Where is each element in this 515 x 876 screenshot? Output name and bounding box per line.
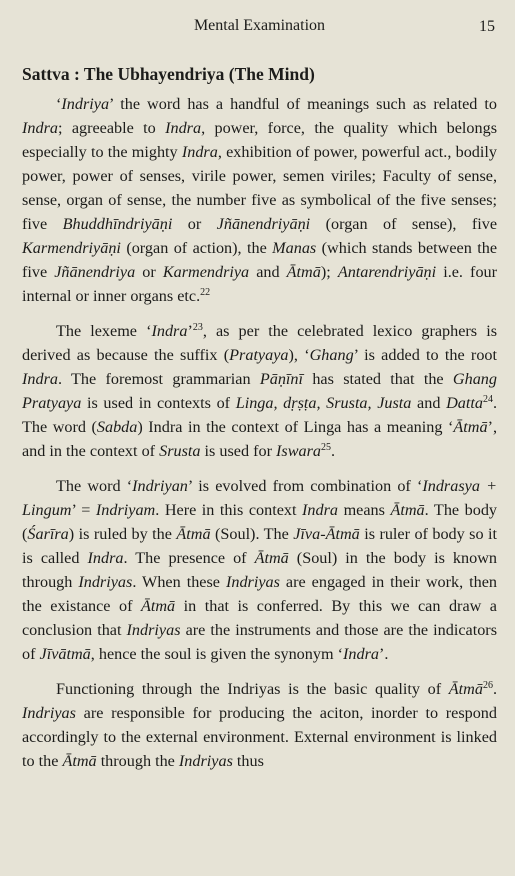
italic-term: Karmendriyāṇi xyxy=(22,239,121,257)
italic-term: Ātmā xyxy=(453,418,488,436)
text-run: . xyxy=(331,442,336,460)
italic-term: Antarendriyāṇi xyxy=(337,263,437,281)
text-run: ’ the word has a handful of meanings such as related to xyxy=(109,95,497,113)
body-text xyxy=(22,92,497,773)
footnote-ref: 22 xyxy=(200,287,211,298)
italic-term: Ātmā xyxy=(286,263,321,281)
text-run: i.e. four internal or inner organs etc. xyxy=(22,263,498,305)
text-run: . The word ( xyxy=(22,394,497,436)
text-run: is used for xyxy=(200,442,277,460)
text-run: or xyxy=(172,215,217,233)
text-run: . The body ( xyxy=(22,501,498,543)
italic-term: Indra xyxy=(343,645,379,663)
page-number: 15 xyxy=(479,18,495,35)
italic-term: Pāṇīnī xyxy=(259,370,304,388)
text-run: ) Indra in the context of Linga has a meaning ‘ xyxy=(137,418,454,436)
italic-term: Ghang xyxy=(309,346,354,364)
italic-term: Ātmā xyxy=(254,549,289,567)
italic-term: Ghang Pratyaya xyxy=(22,370,497,412)
italic-term: Indriyan xyxy=(132,477,188,495)
text-run: thus xyxy=(232,752,264,770)
text-run: through the xyxy=(96,752,179,770)
italic-term: Indra xyxy=(22,370,58,388)
paragraph xyxy=(22,92,497,308)
text-run: . The presence of xyxy=(123,549,255,567)
text-run: ), ‘ xyxy=(288,346,310,364)
italic-term: Srusta xyxy=(159,442,201,460)
text-run: The lexeme ‘ xyxy=(56,322,152,340)
italic-term: Jīvātmā xyxy=(39,645,91,663)
italic-term: Indra xyxy=(87,549,124,567)
italic-term: Ātmā xyxy=(448,680,483,698)
text-run: , exhibition of power, powerful act., bodily power, power of senses, virile power, semen viriles; Faculty of sense, sense, organ of sense, the number five as symbolical of the five senses; five xyxy=(22,143,497,233)
text-run: , as per the celebrated lexico graphers is derived as because the suffix ( xyxy=(22,322,497,364)
text-run: or xyxy=(135,263,163,281)
footnote-ref: 26 xyxy=(482,680,493,691)
italic-term: Indrasya + Lingum xyxy=(22,477,497,519)
text-run: are engaged in their work, then the existance of xyxy=(22,573,498,615)
italic-term: Sabda xyxy=(96,418,138,436)
paragraph xyxy=(22,474,497,666)
text-run: ‘ xyxy=(56,95,62,113)
text-run: are the instruments and those are the indicators of xyxy=(22,621,497,663)
page-header xyxy=(22,14,497,40)
italic-term: Jīva-Ātmā xyxy=(293,525,360,543)
italic-term: Indriyas xyxy=(178,752,233,770)
text-run: . When these xyxy=(132,573,226,591)
italic-term: Ātmā xyxy=(390,501,425,519)
text-run: ’ xyxy=(187,322,193,340)
text-run: is used in contexts of xyxy=(81,394,236,412)
text-run: . Here in this context xyxy=(155,501,303,519)
italic-term: Indriyas xyxy=(78,573,133,591)
text-run: ’. xyxy=(378,645,389,663)
text-run: ’ is added to the root xyxy=(353,346,498,364)
italic-term: Indra xyxy=(302,501,339,519)
text-run: ’, and in the context of xyxy=(22,418,497,460)
italic-term: Indriyas xyxy=(225,573,280,591)
text-run: means xyxy=(338,501,391,519)
text-run: ) is ruled by the xyxy=(68,525,177,543)
running-title: Mental Examination xyxy=(193,17,326,34)
text-run: , hence the soul is given the synonym ‘ xyxy=(90,645,343,663)
italic-term: Ātmā xyxy=(176,525,211,543)
text-run: Functioning through the Indriyas is the basic quality of xyxy=(56,680,449,698)
italic-term: Jñānendriya xyxy=(54,263,136,281)
text-run: . The foremost grammarian xyxy=(57,370,260,388)
text-run: and xyxy=(411,394,447,412)
italic-term: Indra xyxy=(22,119,58,137)
footnote-ref: 25 xyxy=(321,442,332,453)
text-run: (Soul) in the body is known through xyxy=(22,549,497,591)
paragraph xyxy=(22,319,497,463)
italic-term: Indriyas xyxy=(126,621,181,639)
text-run: (organ of sense), five xyxy=(310,215,498,233)
italic-term: Manas xyxy=(272,239,317,257)
italic-term: Karmendriya xyxy=(162,263,250,281)
text-run: and xyxy=(249,263,287,281)
text-run: in that is conferred. By this we can draw a conclusion that xyxy=(22,597,497,639)
text-run: (Soul). The xyxy=(210,525,294,543)
text-run: The word ‘ xyxy=(56,477,133,495)
italic-term: Jñānendriyāṇi xyxy=(216,215,311,233)
paragraph xyxy=(22,677,497,773)
italic-term: Indriyam xyxy=(95,501,156,519)
text-run: ; agreeable to xyxy=(57,119,166,137)
text-run: ’ is evolved from combination of ‘ xyxy=(187,477,423,495)
text-run: , power, force, the quality which belongs especially to the mighty xyxy=(22,119,497,161)
italic-term: Indra xyxy=(181,143,218,161)
text-run: is ruler of body so it is called xyxy=(22,525,497,567)
italic-term: Indriya xyxy=(61,95,110,113)
italic-term: Ātmā xyxy=(62,752,97,770)
italic-term: Iswara xyxy=(276,442,322,460)
italic-term: Linga, dṛṣṭa, Srusta, Justa xyxy=(235,394,412,412)
footnote-ref: 24 xyxy=(482,394,493,405)
text-run: (organ of action), the xyxy=(120,239,273,257)
italic-term: Ātmā xyxy=(140,597,176,615)
text-run: (which stands between the five xyxy=(22,239,497,281)
italic-term: Bhuddhīndriyāṇi xyxy=(62,215,173,233)
section-heading: Sattva : The Ubhayendriya (The Mind) xyxy=(22,64,315,84)
footnote-ref: 23 xyxy=(192,322,203,333)
text-run: ); xyxy=(320,263,338,281)
italic-term: Indriyas xyxy=(22,704,76,722)
italic-term: Datta xyxy=(446,394,483,412)
text-run: are responsible for producing the aciton, inorder to respond accordingly to the external environment. External environment is linked to the xyxy=(22,704,497,770)
text-run: has stated that the xyxy=(303,370,453,388)
text-run: ’ = xyxy=(71,501,96,519)
italic-term: Śarīra xyxy=(27,525,69,543)
italic-term: Indra xyxy=(151,322,188,340)
italic-term: Pratyaya xyxy=(229,346,289,364)
text-run: . xyxy=(492,680,497,698)
italic-term: Indra xyxy=(165,119,202,137)
